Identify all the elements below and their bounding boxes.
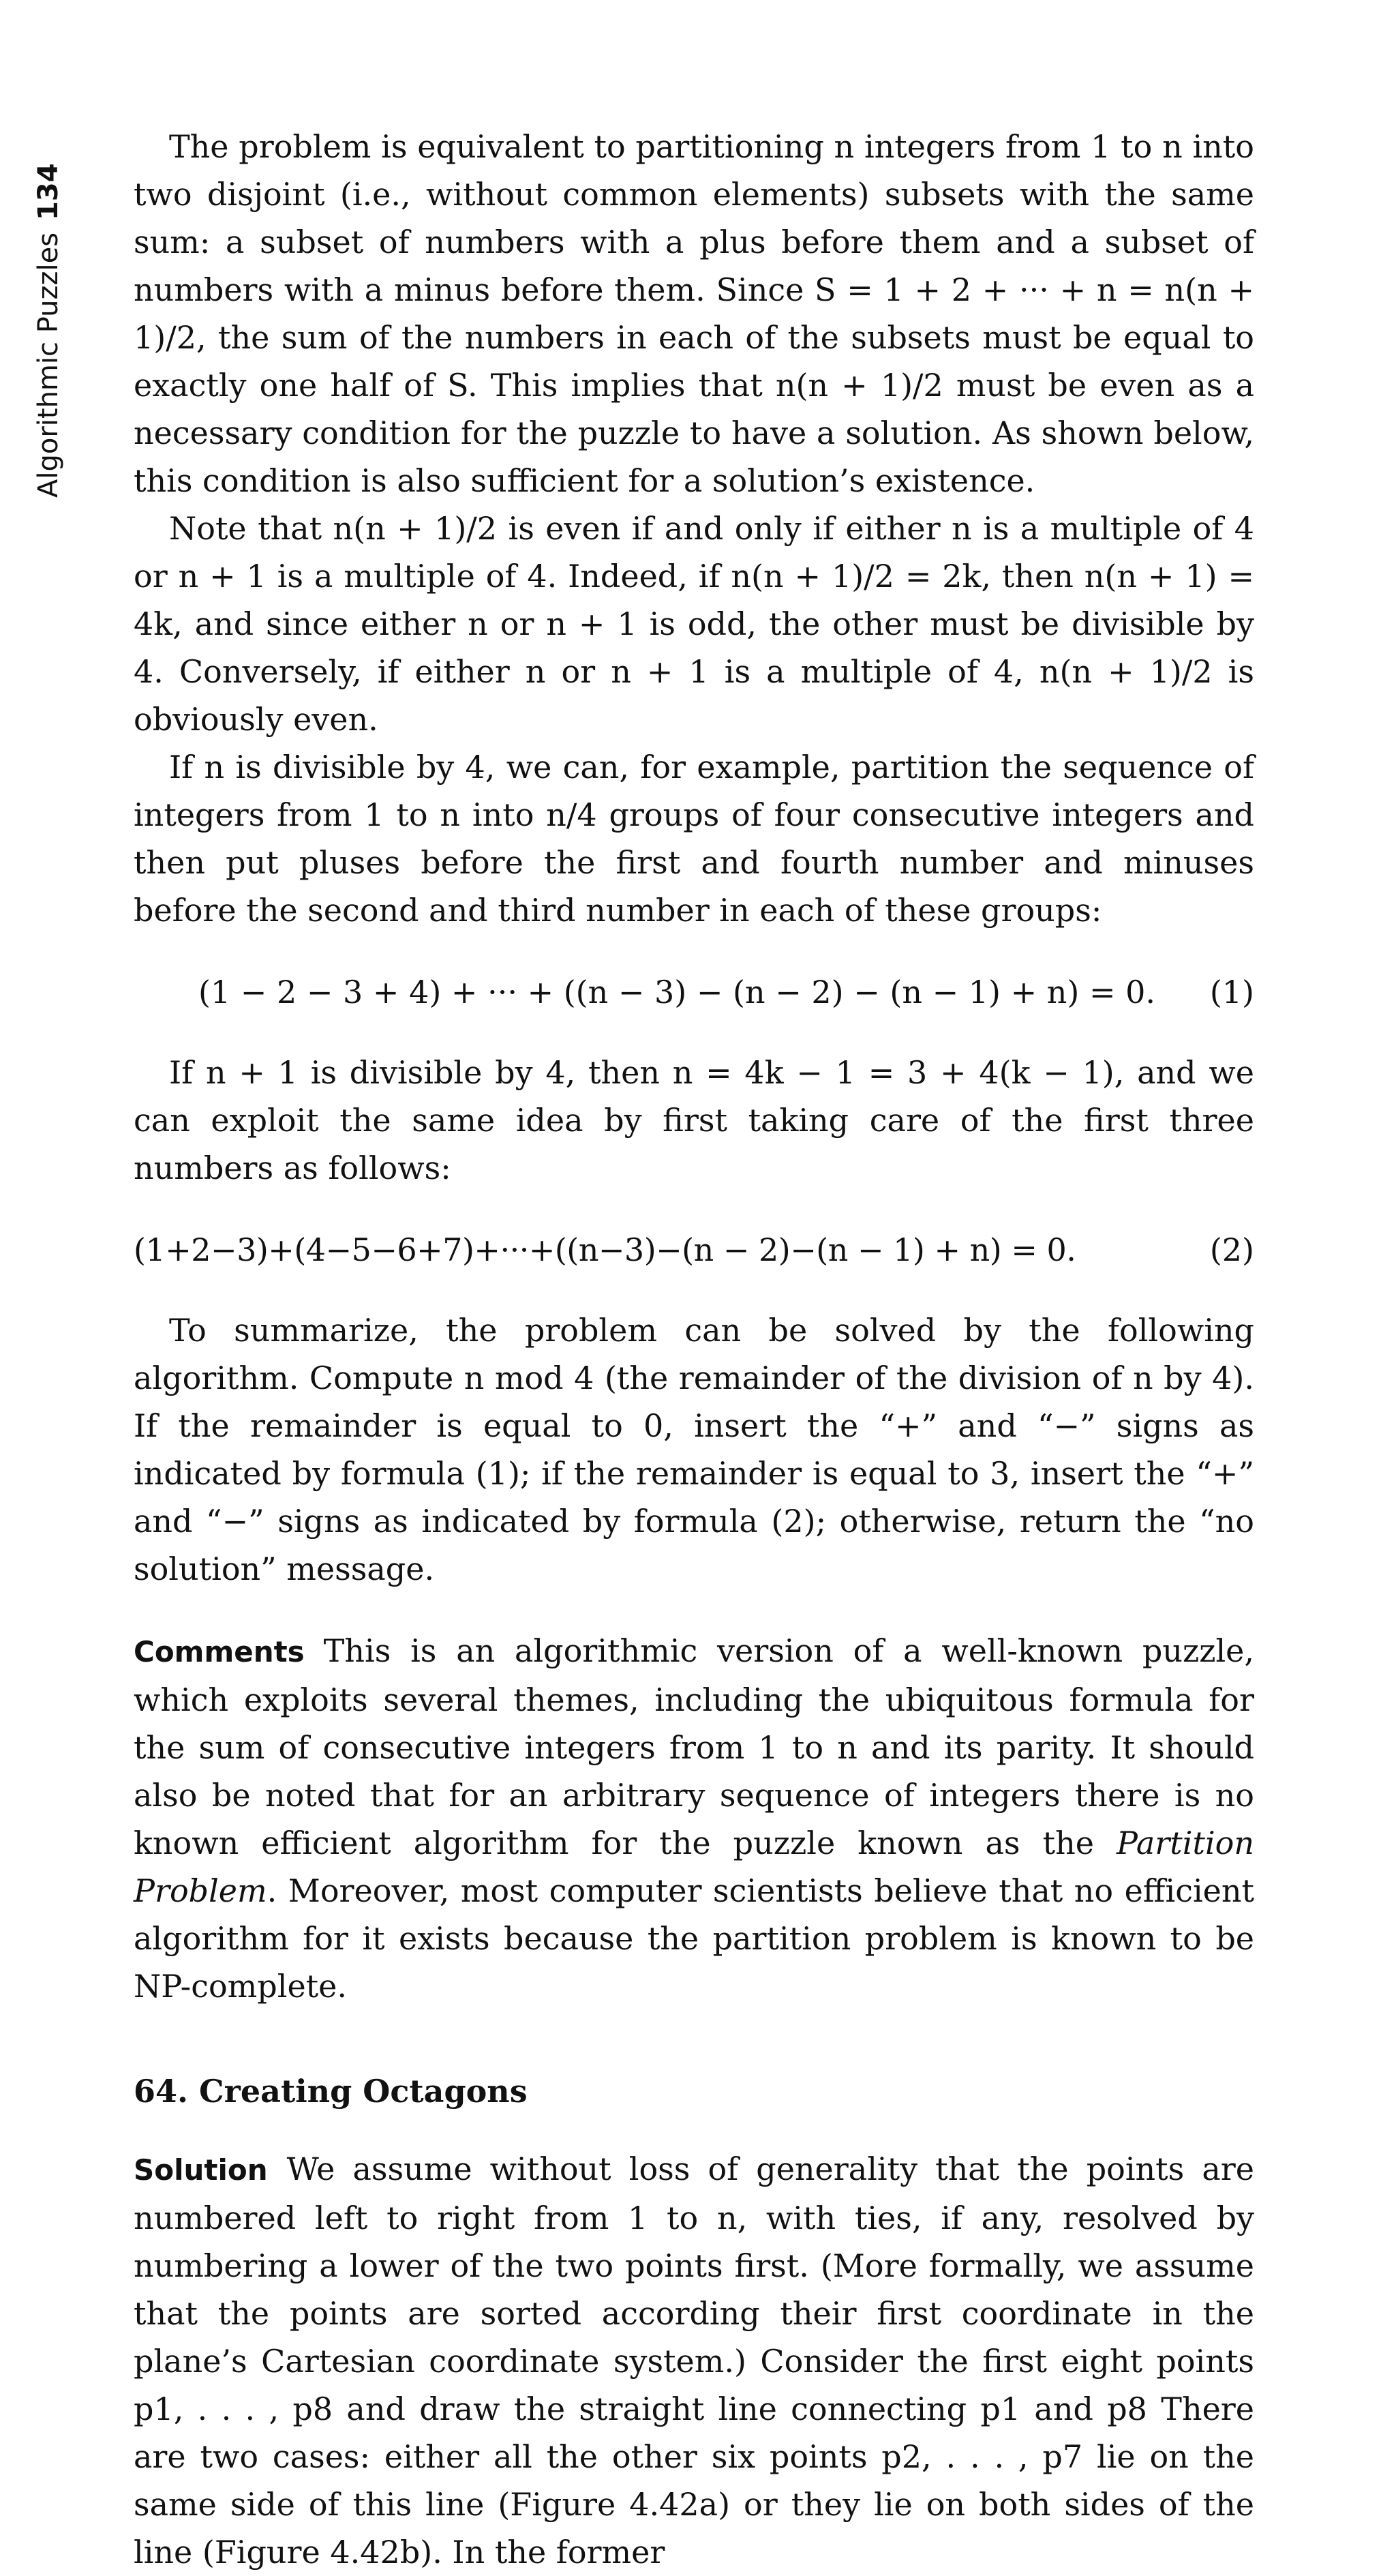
solution-label: Solution	[134, 2153, 268, 2187]
solution-paragraph	[134, 2145, 1254, 2576]
comments-paragraph	[134, 1627, 1254, 2010]
equation-2-formula: (1+2−3)+(4−5−6+7)+···+((n−3)−(n − 2)−(n − 1) + n) = 0.	[134, 1231, 1076, 1268]
comments-text-b: . Moreover, most computer scientists believe that no efficient algorithm for it exists because the partition problem is known to be NP-complete.	[134, 1872, 1254, 2005]
running-head-title: Algorithmic Puzzles	[33, 232, 64, 498]
paragraph-partition-equivalence: The problem is equivalent to partitioning n integers from 1 to n into two disjoint (i.e., without common elements) subsets with the same sum: a subset of numbers with a plus before them and a subset of numbers with a minus before them. Since S = 1 + 2 + ··· + n = n(n + 1)/2, the sum of the numbers in each of the subsets must be equal to exactly one half of S. This implies that n(n + 1)/2 must be even as a necessary condition for the puzzle to have a solution. As shown below, this condition is also sufficient for a solution’s existence.	[134, 128, 1254, 499]
comments-text-a: This is an algorithmic version of a well-known puzzle, which exploits several themes, including the ubiquitous formula for the sum of consecutive integers from 1 to n and its parity. It should also be noted that for an arbitrary sequence of integers there is no known efficient algorithm for the puzzle known as the	[134, 1632, 1254, 1861]
solution-text: We assume without loss of generality that the points are numbered left to right from 1 to n, with ties, if any, resolved by numbering a lower of the two points first. (More formally, we assume that the points are sorted according their first coordinate in the plane’s Cartesian coordinate system.) Consider the first eight points p1, . . . , p8 and draw the straight line connecting p1 and p8 There are two cases: either all the other six points p2, . . . , p7 lie on the same side of this line (Figure 4.42a) or they lie on both sides of the line (Figure 4.42b). In the former	[134, 2151, 1254, 2571]
equation-2-number: (2)	[1209, 1231, 1254, 1268]
running-head	[25, 143, 72, 498]
section-heading: 64. Creating Octagons	[134, 2073, 528, 2110]
equation-1-number: (1)	[1209, 974, 1254, 1010]
page-number: 134	[33, 163, 64, 220]
page-body	[134, 123, 1254, 2576]
paragraph-divisible-by-four: If n is divisible by 4, we can, for example, partition the sequence of integers from 1 to n into n/4 groups of four consecutive integers and then put pluses before the first and fourth number and minuses before the second and third number in each of these groups:	[134, 749, 1254, 929]
paragraph-n-plus-one-divisible: If n + 1 is divisible by 4, then n = 4k − 1 = 3 + 4(k − 1), and we can exploit the same idea by first taking care of the first three numbers as follows:	[134, 1054, 1254, 1186]
comments-term: Partition Problem	[134, 1825, 1254, 1909]
equation-1	[134, 968, 1254, 1016]
equation-2	[134, 1226, 1254, 1274]
paragraph-summary-algorithm: To summarize, the problem can be solved by the following algorithm. Compute n mod 4 (the remainder of the division of n by 4). If the remainder is equal to 0, insert the “+” and “−” signs as indicated by formula (1); if the remainder is equal to 3, insert the “+” and “−” signs as indicated by formula (2); otherwise, return the “no solution” message.	[134, 1312, 1254, 1587]
comments-label: Comments	[134, 1635, 305, 1668]
paragraph-parity-condition: Note that n(n + 1)/2 is even if and only if either n is a multiple of 4 or n + 1 is a multiple of 4. Indeed, if n(n + 1)/2 = 2k, then n(n + 1) = 4k, and since either n or n + 1 is odd, the other must be divisible by 4. Conversely, if either n or n + 1 is a multiple of 4, n(n + 1)/2 is obviously even.	[134, 510, 1254, 738]
equation-1-formula: (1 − 2 − 3 + 4) + ··· + ((n − 3) − (n − 2) − (n − 1) + n) = 0.	[198, 974, 1156, 1010]
